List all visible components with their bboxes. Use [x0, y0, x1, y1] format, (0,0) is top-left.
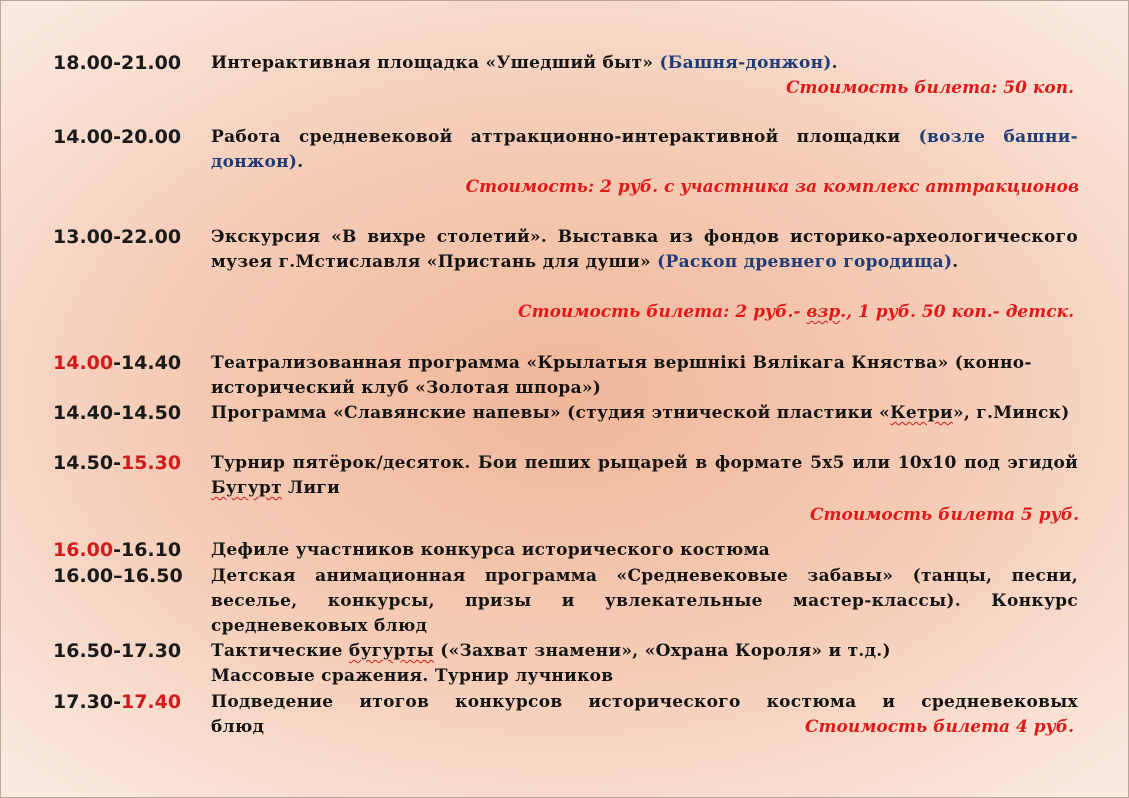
- time-label: [53, 451, 181, 476]
- event-text: («Захват знамени», «Охрана Короля» и т.д.): [434, 641, 891, 661]
- event-title: Работа средневековой аттракционно-интерактивной площадки: [211, 127, 901, 147]
- event-text: Программа «Славянские напевы» (студия этнической пластики «: [211, 403, 891, 423]
- event-text: Турнир пятёрок/десяток. Бои пеших рыцарей в формате 5х5 или 10х10 под эгидой: [211, 453, 1078, 473]
- time-start: 14.50-: [53, 452, 121, 474]
- event-description: [211, 225, 1078, 275]
- event-description: [211, 401, 1078, 426]
- event-text-name: Бугурт: [211, 478, 282, 498]
- event-location: (возле башни-донжон): [211, 127, 1079, 172]
- event-location: (Раскоп древнего городища): [657, 252, 953, 272]
- event-text-name: Кетри: [890, 403, 953, 423]
- event-description: Театрализованная программа «Крылатыя вершнікі Вялікага Княства» (конно-исторический клуб «Золотая шпора»): [211, 353, 1032, 398]
- price-text-abbrev: взр: [806, 302, 841, 322]
- time-label: 14.00-20.00: [53, 126, 182, 148]
- event-text: Лиги: [281, 478, 341, 498]
- event-text: Тактические: [211, 641, 349, 661]
- event-text: », г.Минск): [952, 403, 1070, 423]
- ticket-price: Стоимость: 2 руб. с участника за комплекс аттракционов: [465, 177, 1079, 197]
- punctuation: .: [952, 252, 959, 272]
- event-title: Экскурсия «В вихре столетий». Выставка из фондов историко-археологического музея г.Мстиславля «Пристань для души»: [211, 227, 1078, 272]
- ticket-price: Стоимость билета 4 руб.: [804, 717, 1074, 737]
- event-description: [211, 639, 1078, 689]
- time-end: -14.40: [113, 352, 182, 374]
- event-title: Интерактивная площадка «Ушедший быт»: [211, 53, 654, 73]
- event-description: Дефиле участников конкурса исторического костюма: [211, 540, 770, 560]
- ticket-price: Стоимость билета: 50 коп.: [786, 78, 1074, 98]
- time-end: -16.10: [113, 539, 182, 561]
- time-label: [53, 538, 181, 563]
- event-description: [211, 51, 1078, 76]
- ticket-price: Стоимость билета 5 руб.: [809, 505, 1079, 525]
- event-description: [211, 125, 1078, 175]
- time-label: 16.50-17.30: [53, 640, 182, 662]
- event-location: (Башня-донжон): [659, 53, 832, 73]
- time-end: 17.40: [120, 691, 182, 713]
- time-label: 14.40-14.50: [53, 402, 182, 424]
- time-label: [53, 351, 181, 376]
- event-text: Массовые сражения. Турнир лучников: [211, 666, 614, 686]
- time-label: 13.00-22.00: [53, 226, 182, 248]
- price-text: Стоимость билета: 2 руб.-: [518, 302, 807, 322]
- ticket-price: [518, 300, 1074, 325]
- event-text: Подведение итогов конкурсов исторического костюма и средневековых: [211, 692, 1078, 712]
- event-description: [211, 451, 1078, 501]
- time-start: 17.30-: [53, 691, 121, 713]
- event-text: блюд: [211, 717, 265, 737]
- event-description: Детская анимационная программа «Средневековые забавы» (танцы, песни, веселье, конкурсы, призы и увлекательные мастер-классы). Конкурс средневековых блюд: [211, 566, 1078, 636]
- time-label: 18.00-21.00: [53, 52, 182, 74]
- time-end: 15.30: [120, 452, 182, 474]
- event-text-name: бугурты: [348, 641, 435, 661]
- time-label: [53, 690, 181, 715]
- punctuation: .: [297, 152, 304, 172]
- time-label: 16.00–16.50: [53, 565, 183, 587]
- price-text: ., 1 руб. 50 коп.- детск.: [840, 302, 1074, 322]
- time-start: 16.00: [53, 539, 114, 561]
- punctuation: .: [831, 53, 838, 73]
- time-start: 14.00: [53, 352, 114, 374]
